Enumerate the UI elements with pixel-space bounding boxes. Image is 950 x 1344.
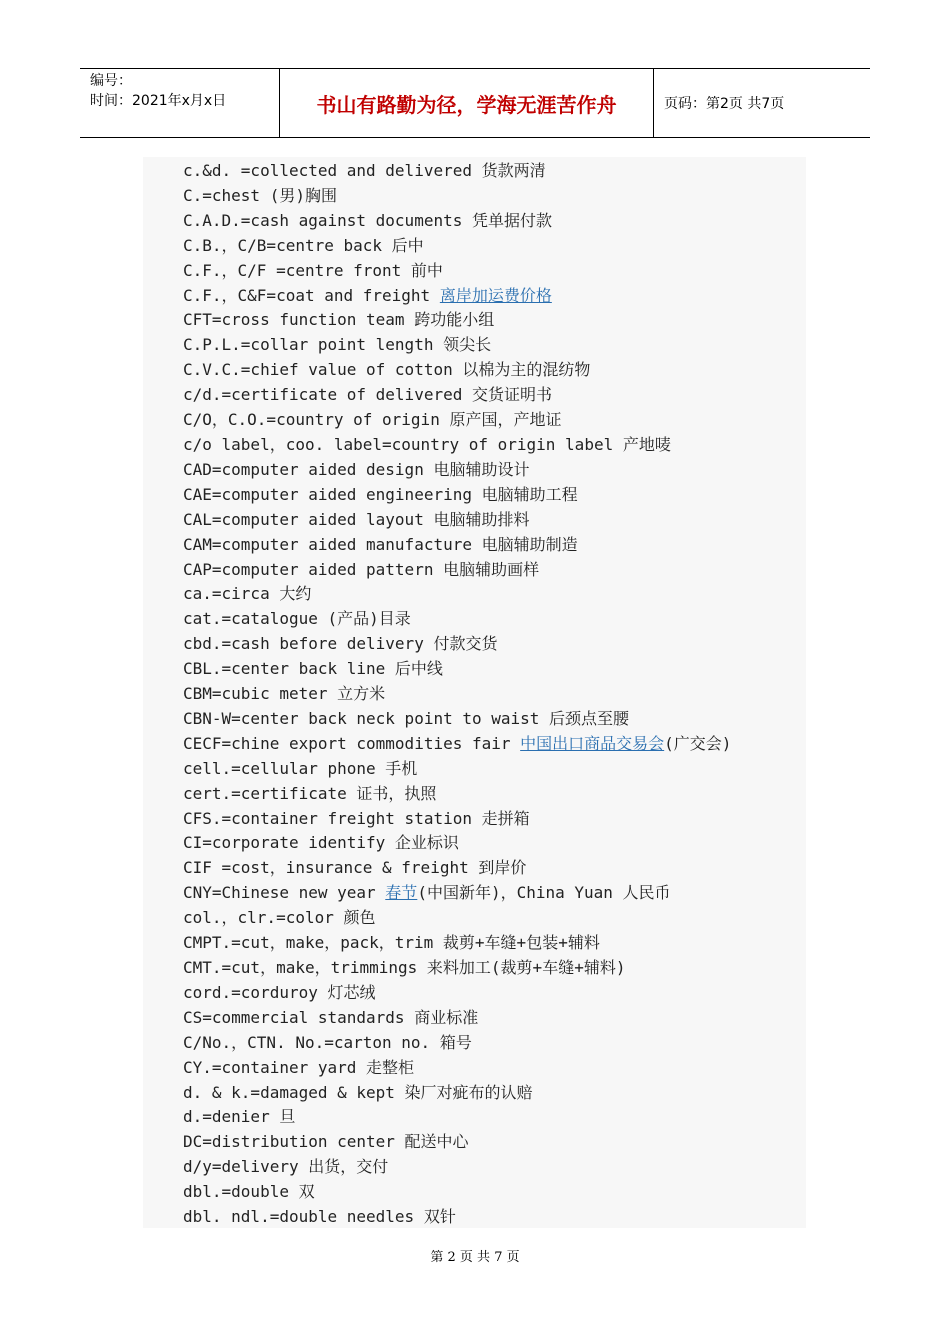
entry-text: CI=corporate identify 企业标识 bbox=[183, 833, 459, 853]
entry-text: cert.=certificate 证书，执照 bbox=[183, 783, 437, 803]
glossary-entry bbox=[183, 707, 731, 732]
entry-text: C.V.C.=chief value of cotton 以棉为主的混纺物 bbox=[183, 360, 591, 380]
glossary-entry bbox=[183, 308, 731, 333]
glossary-entry bbox=[183, 558, 731, 583]
glossary-entry bbox=[183, 508, 731, 533]
glossary-entry bbox=[183, 1205, 731, 1230]
entry-text: dbl.=double 双 bbox=[183, 1182, 315, 1202]
glossary-entry bbox=[183, 831, 731, 856]
entry-text: CAD=computer aided design 电脑辅助设计 bbox=[183, 459, 530, 479]
entry-text: d. & k.=damaged & kept 染厂对疵布的认赔 bbox=[183, 1082, 533, 1102]
entry-text: c/d.=certificate of delivered 交货证明书 bbox=[183, 385, 552, 405]
page-footer: 第 2 页 共 7 页 bbox=[430, 1250, 520, 1265]
entry-text: CBM=cubic meter 立方米 bbox=[183, 684, 386, 704]
entry-text: C/O，C.O.=country of origin 原产国，产地证 bbox=[183, 410, 562, 430]
glossary-entry bbox=[183, 1031, 731, 1056]
date-label: 时间：2021年x月x日 bbox=[90, 93, 227, 109]
entry-text: C/No.，CTN. No.=carton no. 箱号 bbox=[183, 1032, 472, 1052]
glossary-entry bbox=[183, 333, 731, 358]
entry-text-suffix: (中国新年)，China Yuan 人民币 bbox=[417, 883, 671, 903]
entry-text: C.P.L.=collar point length 领尖长 bbox=[183, 335, 492, 355]
entry-text: CMT.=cut，make，trimmings 来料加工(裁剪+车缝+辅料) bbox=[183, 958, 626, 977]
entry-text: d.=denier 旦 bbox=[183, 1107, 296, 1127]
glossary-entry bbox=[183, 582, 731, 607]
entry-link[interactable]: 中国出口商品交易会 bbox=[520, 733, 665, 753]
glossary-entry bbox=[183, 358, 731, 383]
entry-text: CECF=chine export commodities fair bbox=[183, 733, 521, 753]
entry-text: CY.=container yard 走整柜 bbox=[183, 1057, 415, 1077]
glossary-panel bbox=[143, 157, 806, 1228]
page-header bbox=[80, 68, 870, 138]
glossary-entry bbox=[183, 981, 731, 1006]
entry-text: C.=chest (男)胸围 bbox=[183, 185, 337, 205]
glossary-entry bbox=[183, 433, 731, 458]
number-label: 编号： bbox=[90, 73, 132, 89]
glossary-entry bbox=[183, 856, 731, 881]
glossary-entry bbox=[183, 533, 731, 558]
glossary-entry bbox=[183, 1130, 731, 1155]
glossary-entry bbox=[183, 184, 731, 209]
entry-text: c.&d. =collected and delivered 货款两清 bbox=[183, 161, 546, 180]
entry-text: DC=distribution center 配送中心 bbox=[183, 1132, 469, 1152]
glossary-entry bbox=[183, 757, 731, 782]
glossary-entry bbox=[183, 1105, 731, 1130]
entry-text: dbl. ndl.=double needles 双针 bbox=[183, 1207, 456, 1227]
glossary-entry bbox=[183, 159, 731, 184]
glossary-entry bbox=[183, 458, 731, 483]
entry-text: CIF =cost，insurance & freight 到岸价 bbox=[183, 858, 527, 878]
glossary-entry bbox=[183, 1180, 731, 1205]
entry-text: CFT=cross function team 跨功能小组 bbox=[183, 310, 495, 330]
header-motto: 书山有路勤为径，学海无涯苦作舟 bbox=[280, 69, 654, 137]
entry-text: CAM=computer aided manufacture 电脑辅助制造 bbox=[183, 534, 578, 554]
entry-link[interactable]: 春节 bbox=[385, 883, 418, 903]
entry-link[interactable]: 离岸加运费价格 bbox=[439, 285, 552, 305]
glossary-entry bbox=[183, 906, 731, 931]
glossary-entry bbox=[183, 607, 731, 632]
glossary-entry bbox=[183, 483, 731, 508]
glossary-list bbox=[183, 159, 731, 1230]
glossary-entry bbox=[183, 1081, 731, 1106]
glossary-entry bbox=[183, 284, 731, 309]
entry-text: CMPT.=cut，make，pack，trim 裁剪+车缝+包装+辅料 bbox=[183, 933, 600, 953]
entry-text: C.A.D.=cash against documents 凭单据付款 bbox=[183, 210, 552, 230]
glossary-entry bbox=[183, 931, 731, 956]
glossary-entry bbox=[183, 632, 731, 657]
entry-text: CBN-W=center back neck point to waist 后颈点至腰 bbox=[183, 708, 630, 728]
entry-text: CNY=Chinese new year bbox=[183, 883, 386, 903]
entry-text: cat.=catalogue (产品)目录 bbox=[183, 609, 411, 629]
glossary-entry bbox=[183, 1006, 731, 1031]
entry-text: CFS.=container freight station 走拼箱 bbox=[183, 808, 530, 828]
entry-text: ca.=circa 大约 bbox=[183, 584, 312, 604]
entry-text: C.F.，C&F=coat and freight bbox=[183, 285, 440, 305]
glossary-entry bbox=[183, 881, 731, 906]
entry-text: cord.=corduroy 灯芯绒 bbox=[183, 982, 376, 1002]
glossary-entry bbox=[183, 1155, 731, 1180]
entry-text: C.B.，C/B=centre back 后中 bbox=[183, 235, 424, 255]
entry-text: CAL=computer aided layout 电脑辅助排料 bbox=[183, 509, 530, 529]
entry-text-suffix: (广交会) bbox=[664, 733, 732, 753]
entry-text: cell.=cellular phone 手机 bbox=[183, 758, 418, 778]
entry-text: CAE=computer aided engineering 电脑辅助工程 bbox=[183, 484, 578, 504]
entry-text: col.，clr.=color 颜色 bbox=[183, 908, 376, 928]
entry-text: CAP=computer aided pattern 电脑辅助画样 bbox=[183, 559, 540, 579]
entry-text: d/y=delivery 出货，交付 bbox=[183, 1157, 389, 1177]
glossary-entry bbox=[183, 807, 731, 832]
glossary-entry bbox=[183, 682, 731, 707]
glossary-entry bbox=[183, 782, 731, 807]
glossary-entry bbox=[183, 1056, 731, 1081]
header-meta bbox=[80, 69, 280, 137]
entry-text: CBL.=center back line 后中线 bbox=[183, 659, 443, 679]
glossary-entry bbox=[183, 383, 731, 408]
entry-text: C.F.，C/F =centre front 前中 bbox=[183, 260, 443, 280]
glossary-entry bbox=[183, 408, 731, 433]
glossary-entry bbox=[183, 657, 731, 682]
header-page-label: 页码：第2页 共7页 bbox=[664, 96, 785, 112]
glossary-entry bbox=[183, 732, 731, 757]
entry-text: c/o label，coo. label=country of origin label 产地唛 bbox=[183, 434, 671, 454]
entry-text: CS=commercial standards 商业标准 bbox=[183, 1007, 479, 1027]
glossary-entry bbox=[183, 234, 731, 259]
glossary-entry bbox=[183, 209, 731, 234]
glossary-entry bbox=[183, 259, 731, 284]
entry-text: cbd.=cash before delivery 付款交货 bbox=[183, 634, 498, 654]
glossary-entry bbox=[183, 956, 731, 981]
